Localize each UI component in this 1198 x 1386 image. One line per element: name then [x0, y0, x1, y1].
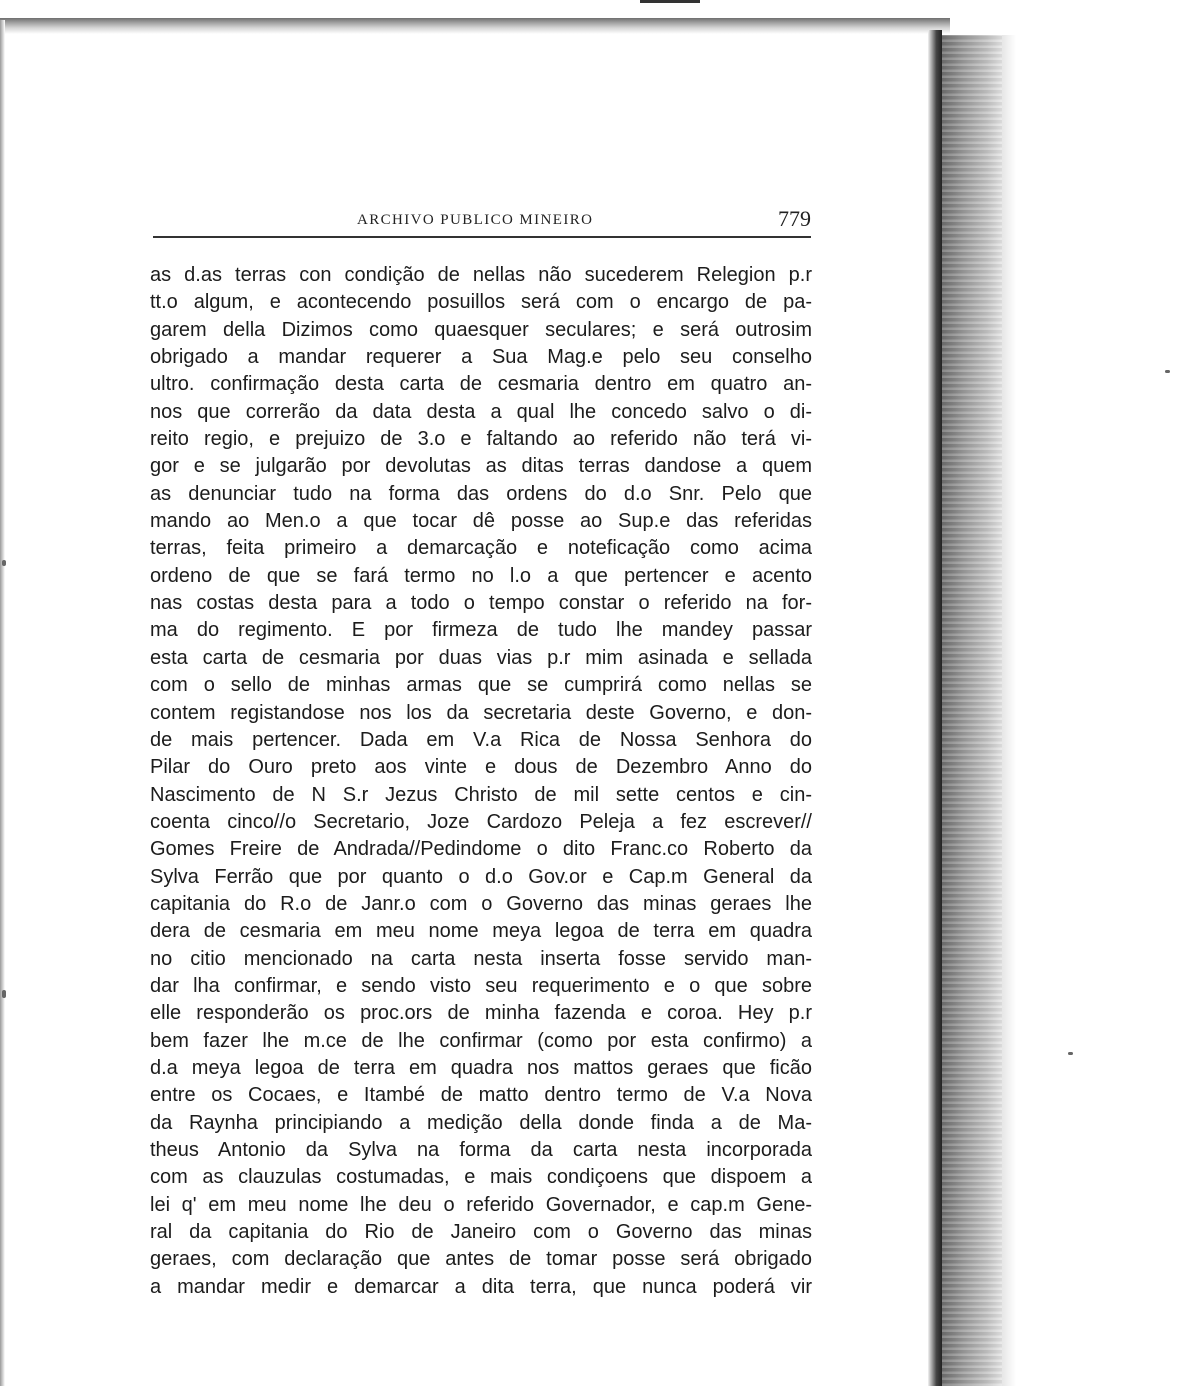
text-line: com as clauzulas costumadas, e mais condiçoens que dispoem a: [150, 1166, 812, 1189]
text-line: lei q' em meu nome lhe deu o referido Governador, e cap.m Gene-: [150, 1193, 812, 1216]
header-rule: [153, 236, 811, 238]
text-line: as d.as terras con condição de nellas não sucederem Relegion p.r: [150, 264, 812, 286]
text-line: Gomes Freire de Andrada//Pedindome o dito Franc.co Roberto da: [150, 838, 812, 861]
running-head: ARCHIVO PUBLICO MINEIRO: [357, 212, 594, 228]
page-left-edge: [0, 20, 5, 1386]
text-line: ma do regimento. E por firmeza de tudo lhe mandey passar: [150, 619, 812, 642]
scan-speck: [1068, 1052, 1073, 1055]
top-edge-mark: [640, 0, 700, 3]
text-line: as denunciar tudo na forma das ordens do d.o Snr. Pelo que: [150, 482, 812, 505]
text-line: gor e se julgarão por devolutas as ditas terras dandose a quem: [150, 455, 812, 478]
text-line: garem della Dizimos como quaesquer seculares; e será outrosim: [150, 318, 812, 341]
text-line: bem fazer lhe m.ce de lhe confirmar (como por esta confirmo) a: [150, 1029, 812, 1052]
text-line: a mandar medir e demarcar a dita terra, que nunca poderá vir: [150, 1275, 812, 1298]
text-line: obrigado a mandar requerer a Sua Mag.e pelo seu conselho: [150, 346, 812, 369]
text-line: dera de cesmaria em meu nome meya legoa de terra em quadra: [150, 920, 812, 943]
text-line: Sylva Ferrão que por quanto o d.o Gov.or e Cap.m General da: [150, 865, 812, 888]
text-line: no citio mencionado na carta nesta inserta fosse servido man-: [150, 947, 812, 970]
body-text: [150, 262, 812, 1301]
text-line: coenta cinco//o Secretario, Joze Cardozo Peleja a fez escrever//: [150, 810, 812, 833]
page-number: 779: [778, 206, 811, 231]
text-line: elle responderão os proc.ors de minha fazenda e coroa. Hey p.r: [150, 1002, 812, 1025]
text-line: com o sello de minhas armas que se cumprirá como nellas se: [150, 674, 812, 697]
text-line: theus Antonio da Sylva na forma da carta nesta incorporada: [150, 1139, 812, 1161]
text-line: ordeno de que se fará termo no l.o a que pertencer e acento: [150, 564, 812, 587]
book-gutter-shadow: [928, 30, 942, 1386]
text-line: esta carta de cesmaria por duas vias p.r mim asinada e sellada: [150, 646, 812, 669]
text-line: nos que correrão da data desta a qual lhe concedo salvo o di-: [150, 400, 812, 423]
page-top-edge: [0, 18, 950, 34]
text-line: geraes, com declaração que antes de tomar posse será obrigado: [150, 1248, 812, 1271]
text-line: contem registandose nos los da secretaria deste Governo, e don-: [150, 701, 812, 724]
text-line: Nascimento de N S.r Jezus Christo de mil sette centos e cin-: [150, 783, 812, 806]
scan-speck: [2, 990, 6, 998]
scan-speck: [1165, 370, 1170, 373]
text-line: capitania do R.o de Janr.o com o Governo das minas geraes lhe: [150, 892, 812, 915]
book-spine: [942, 35, 1002, 1386]
text-line: ultro. confirmação desta carta de cesmaria dentro em quatro an-: [150, 373, 812, 396]
text-line: nas costas desta para a todo o tempo constar o referido na for-: [150, 592, 812, 615]
text-line: reito regio, e prejuizo de 3.o e faltando ao referido não terá vi-: [150, 428, 812, 451]
text-line: tt.o algum, e acontecendo posuillos será com o encargo de pa-: [150, 291, 812, 314]
text-line: da Raynha principiando a medição della donde finda a de Ma-: [150, 1111, 812, 1134]
text-line: d.a meya legoa de terra em quadra nos mattos geraes que ficão: [150, 1056, 812, 1079]
text-line: ral da capitania do Rio de Janeiro com o Governo das minas: [150, 1221, 812, 1244]
text-line: Pilar do Ouro preto aos vinte e dous de Dezembro Anno do: [150, 756, 812, 779]
scan-speck: [2, 560, 6, 566]
text-line: terras, feita primeiro a demarcação e noteficação como acima: [150, 537, 812, 560]
book-spine-fade: [1002, 35, 1016, 1386]
text-line: mando ao Men.o a que tocar dê posse ao Sup.e das referidas: [150, 510, 812, 533]
text-line: dar lha confirmar, e sendo visto seu requerimento e o que sobre: [150, 974, 812, 997]
text-line: entre os Cocaes, e Itambé de matto dentro termo de V.a Nova: [150, 1084, 812, 1107]
text-line: de mais pertencer. Dada em V.a Rica de Nossa Senhora do: [150, 728, 812, 751]
